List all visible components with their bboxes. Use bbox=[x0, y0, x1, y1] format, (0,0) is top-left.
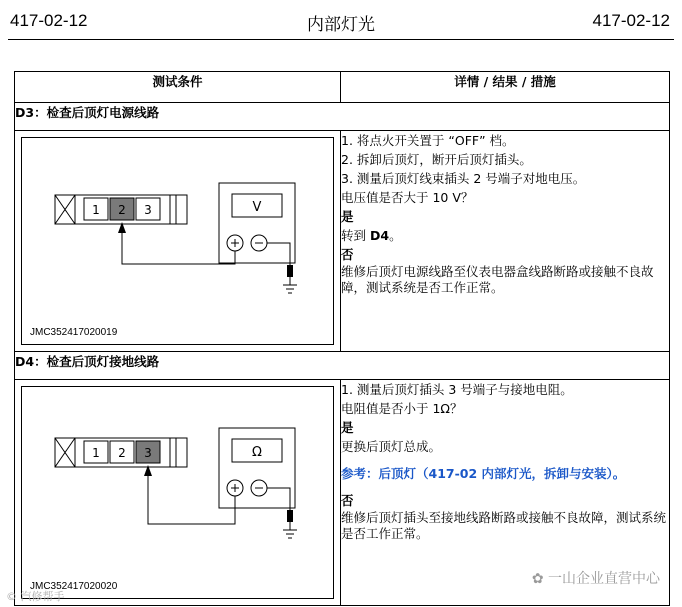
pin-1-label: 1 bbox=[92, 203, 100, 217]
goto-d4-link[interactable]: D4 bbox=[369, 228, 390, 243]
step-3: 3. 测量后顶灯线束插头 2 号端子对地电压。 bbox=[341, 171, 586, 186]
pin-3-label: 3 bbox=[144, 203, 152, 217]
yes-action-suffix: 。 bbox=[389, 228, 402, 243]
step-1: 1. 将点火开关置于 “OFF” 档。 bbox=[341, 133, 515, 148]
no-action: 维修后顶灯电源线路至仪表电器盒线路断路或接触不良故障，测试系统是否工作正常。 bbox=[341, 264, 654, 295]
meter-symbol: Ω bbox=[252, 445, 262, 460]
yes-action: 更换后顶灯总成。 bbox=[341, 439, 442, 454]
multimeter bbox=[219, 183, 295, 263]
no-label: 否 bbox=[341, 493, 354, 508]
step-1: 1. 测量后顶灯插头 3 号端子与接地电阻。 bbox=[341, 382, 573, 397]
question: 电压值是否大于 10 V？ bbox=[341, 190, 474, 205]
steps-cell-d3 bbox=[341, 131, 670, 352]
pin-1-label: 1 bbox=[92, 446, 100, 460]
no-action: 维修后顶灯插头至接地线路断路或接触不良故障，测试系统是否工作正常。 bbox=[341, 510, 667, 541]
ground-icon bbox=[283, 285, 297, 293]
watermark-right-text: 一山企业直营中心 bbox=[548, 571, 660, 587]
column-header-details: 详情 / 结果 / 措施 bbox=[341, 72, 670, 103]
ground-icon bbox=[283, 530, 297, 538]
page-header bbox=[0, 0, 682, 44]
copyright-icon: © bbox=[6, 590, 17, 603]
yes-label: 是 bbox=[341, 420, 354, 435]
image-id: JMC352417020020 bbox=[30, 581, 118, 592]
yes-action-prefix: 转到 bbox=[341, 228, 370, 243]
pin-3-label: 3 bbox=[144, 446, 152, 460]
multimeter bbox=[219, 428, 295, 508]
wiring-diagram-d4 bbox=[21, 386, 334, 599]
yes-label: 是 bbox=[341, 209, 354, 224]
wechat-icon: ✿ bbox=[531, 571, 544, 587]
page-title: 内部灯光 bbox=[307, 15, 375, 35]
meter-symbol: V bbox=[252, 200, 262, 215]
image-id: JMC352417020019 bbox=[30, 327, 118, 338]
wiring-diagram-d3 bbox=[21, 137, 334, 345]
page-code-left: 417-02-12 bbox=[10, 11, 88, 30]
probe-tip-icon bbox=[287, 265, 293, 285]
no-label: 否 bbox=[341, 247, 354, 262]
resistance-test-diagram bbox=[22, 387, 334, 597]
question: 电阻值是否小于 1Ω？ bbox=[341, 401, 463, 416]
diagram-cell-d3 bbox=[15, 131, 341, 352]
reference-link[interactable]: 参考：后顶灯（417-02 内部灯光，拆卸与安装）。 bbox=[341, 466, 626, 481]
diagnostic-table bbox=[14, 71, 670, 606]
probe-tip-icon bbox=[287, 510, 293, 530]
voltage-test-diagram bbox=[22, 138, 334, 344]
section-heading-d4: D4：检查后顶灯接地线路 bbox=[15, 352, 670, 380]
pin-2-label: 2 bbox=[118, 203, 126, 217]
pin-2-label: 2 bbox=[118, 446, 126, 460]
yes-action bbox=[341, 226, 669, 245]
header-rule bbox=[8, 39, 674, 40]
column-header-conditions: 测试条件 bbox=[15, 72, 341, 103]
diagram-cell-d4 bbox=[15, 380, 341, 606]
watermark-left bbox=[6, 588, 65, 604]
watermark-left-text: 汽修帮手 bbox=[20, 590, 65, 603]
watermark-right bbox=[532, 568, 660, 588]
section-heading-d3: D3：检查后顶灯电源线路 bbox=[15, 103, 670, 131]
step-2: 2. 拆卸后顶灯，断开后顶灯插头。 bbox=[341, 152, 532, 167]
page-code-right: 417-02-12 bbox=[592, 11, 670, 30]
